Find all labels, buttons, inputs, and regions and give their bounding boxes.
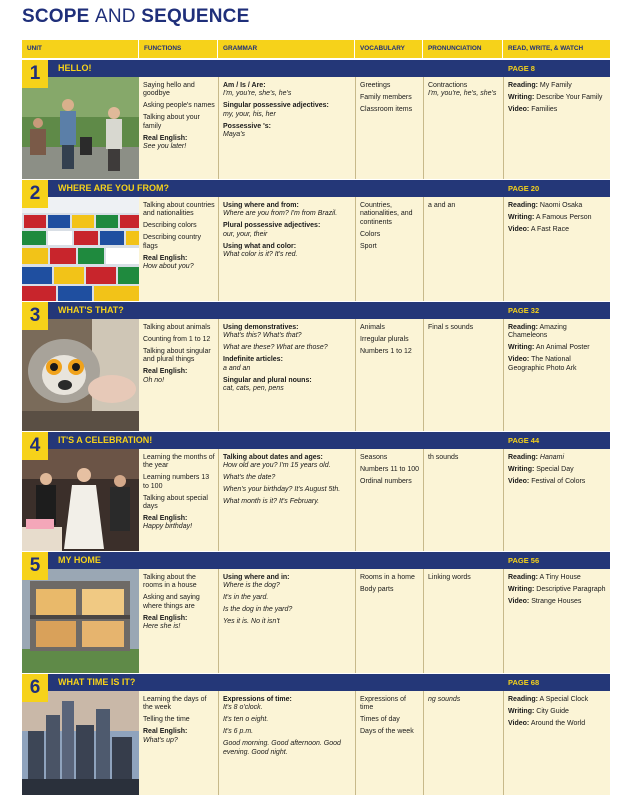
grammar-item xyxy=(223,498,352,506)
rww-item xyxy=(508,708,607,716)
pronunciation-text: th sounds xyxy=(428,454,459,461)
read-write-watch-cell xyxy=(503,449,610,551)
grammar-label: Talking about dates and ages: xyxy=(223,454,323,461)
unit-row-6 xyxy=(22,674,610,795)
vocabulary-cell xyxy=(355,569,423,673)
unit-row-1 xyxy=(22,60,610,179)
vocabulary-item: Numbers 11 to 100 xyxy=(360,465,420,473)
header-pronunciation: PRONUNCIATION xyxy=(423,40,503,58)
real-english-example: Happy birthday! xyxy=(143,523,193,531)
rww-text: My Family xyxy=(539,82,572,89)
grammar-item xyxy=(223,344,352,352)
title-sequence: SEQUENCE xyxy=(141,6,250,27)
real-english-label: Real English: xyxy=(143,134,188,142)
rww-text: Hanami xyxy=(539,454,565,461)
rww-label: Reading: xyxy=(508,324,538,331)
functions-cell xyxy=(139,77,218,179)
pronunciation-item xyxy=(428,82,500,99)
real-english-label: Real English: xyxy=(143,254,188,262)
rww-text: A Fast Race xyxy=(530,225,569,233)
read-write-watch-cell xyxy=(503,319,610,431)
unit-cells xyxy=(139,197,610,301)
real-english-label: Real English: xyxy=(143,368,188,376)
rww-item xyxy=(508,454,607,462)
unit-number: 5 xyxy=(22,552,48,580)
rww-text: Amazing Chameleons xyxy=(508,324,567,340)
vocabulary-item: Countries, nationalities, and continents xyxy=(360,202,413,226)
rww-item xyxy=(508,720,607,728)
grammar-example: Maya's xyxy=(223,131,245,139)
header-vocabulary: VOCABULARY xyxy=(355,40,423,58)
functions-item: Talking about special days xyxy=(143,494,208,511)
real-english-example: See you later! xyxy=(143,142,187,150)
vocabulary-cell xyxy=(355,197,423,301)
grammar-item xyxy=(223,696,352,713)
grammar-label: Expressions of time: xyxy=(223,696,292,703)
real-english xyxy=(143,515,215,532)
grammar-example: a and an xyxy=(223,364,251,372)
real-english xyxy=(143,135,215,152)
unit-row-2 xyxy=(22,180,610,301)
real-english xyxy=(143,728,215,745)
grammar-label: Using demonstratives: xyxy=(223,324,299,331)
functions-cell xyxy=(139,197,218,301)
rww-text: Families xyxy=(531,105,558,113)
grammar-item xyxy=(223,618,352,626)
functions-item: Saying hello and goodbye xyxy=(143,82,195,98)
vocabulary-item: Greetings xyxy=(360,82,391,89)
unit-cells xyxy=(139,449,610,551)
rww-text: An Animal Poster xyxy=(535,344,590,352)
grammar-label: Using where and from: xyxy=(223,202,299,209)
city-skyline-photo xyxy=(22,691,139,795)
rww-label: Video: xyxy=(508,597,530,605)
grammar-item xyxy=(223,102,352,119)
grammar-label: Singular and plural nouns: xyxy=(223,376,312,384)
functions-item: Learning the months of the year xyxy=(143,454,215,470)
real-english-example: How about you? xyxy=(143,262,194,270)
vocabulary-item: Colors xyxy=(360,230,381,238)
vocabulary-item: Expressions of time xyxy=(360,696,406,712)
rww-item xyxy=(508,214,607,222)
unit-title: HELLO! xyxy=(58,63,92,73)
unit-page: PAGE 68 xyxy=(508,678,540,687)
unit-title: WHAT'S THAT? xyxy=(58,305,124,315)
grammar-item xyxy=(223,324,352,341)
grammar-item xyxy=(223,454,352,471)
functions-item: Talking about the rooms in a house xyxy=(143,574,197,590)
grammar-item xyxy=(223,222,352,239)
functions-item: Telling the time xyxy=(143,716,190,724)
functions-item: Describing colors xyxy=(143,222,197,230)
pronunciation-item xyxy=(428,454,500,462)
unit-row-3 xyxy=(22,302,610,431)
grammar-example: Yes it is. No it isn't xyxy=(223,618,280,626)
rww-text: City Guide xyxy=(536,707,569,715)
pronunciation-text: Linking words xyxy=(428,574,471,581)
rww-text: A Famous Person xyxy=(535,213,592,221)
grammar-example: What's the date? xyxy=(223,474,276,482)
grammar-example: Good morning. Good afternoon. Good evening. Good night. xyxy=(223,740,341,756)
people-greeting-photo xyxy=(22,77,139,179)
rww-text: The National Geographic Photo Ark xyxy=(508,356,577,372)
grammar-item xyxy=(223,356,352,373)
grammar-item xyxy=(223,474,352,482)
grammar-label: Using where and in: xyxy=(223,574,290,581)
rww-item xyxy=(508,574,607,582)
pronunciation-item xyxy=(428,324,500,332)
rww-text: Descriptive Paragraph xyxy=(536,585,606,593)
rww-text: Describe Your Family xyxy=(536,93,603,101)
lemur-photo xyxy=(22,319,139,431)
pronunciation-item xyxy=(428,574,500,582)
rww-item xyxy=(508,324,607,341)
grammar-item xyxy=(223,574,352,591)
vocabulary-cell xyxy=(355,77,423,179)
rww-label: Reading: xyxy=(508,202,538,209)
grammar-item xyxy=(223,486,352,494)
grammar-example: It's in the yard. xyxy=(223,594,269,602)
grammar-example: Where are you from? I'm from Brazil. xyxy=(223,210,338,218)
scope-sequence-table xyxy=(22,40,610,795)
real-english-example: Oh no! xyxy=(143,376,165,384)
read-write-watch-cell xyxy=(503,197,610,301)
grammar-item xyxy=(223,606,352,614)
grammar-item xyxy=(223,123,352,140)
grammar-item xyxy=(223,594,352,602)
rww-item xyxy=(508,106,607,114)
rww-label: Writing: xyxy=(508,707,535,715)
unit-cells xyxy=(139,691,610,795)
functions-cell xyxy=(139,449,218,551)
grammar-item xyxy=(223,740,352,757)
grammar-example: It's ten o eight. xyxy=(223,716,269,724)
pronunciation-cell xyxy=(423,691,503,795)
rww-item xyxy=(508,598,607,606)
functions-cell xyxy=(139,319,218,431)
rww-item xyxy=(508,478,607,486)
pronunciation-cell xyxy=(423,77,503,179)
rww-item xyxy=(508,466,607,474)
vocabulary-item: Irregular plurals xyxy=(360,335,409,343)
header-grammar: GRAMMAR xyxy=(218,40,355,58)
pronunciation-item xyxy=(428,696,500,704)
grammar-item xyxy=(223,728,352,736)
real-english xyxy=(143,615,215,632)
vocabulary-item: Rooms in a home xyxy=(360,574,415,581)
pronunciation-text: a and an xyxy=(428,202,456,209)
vocabulary-cell xyxy=(355,449,423,551)
unit-page: PAGE 32 xyxy=(508,306,540,315)
grammar-label: Indefinite articles: xyxy=(223,356,283,364)
unit-title: WHERE ARE YOU FROM? xyxy=(58,183,170,193)
pronunciation-text: Final s sounds xyxy=(428,324,474,331)
unit-row-5 xyxy=(22,552,610,673)
real-english-example: Here she is! xyxy=(143,623,181,631)
vocabulary-item: Body parts xyxy=(360,585,394,593)
pronunciation-example: I'm, you're, he's, she's xyxy=(428,90,497,98)
title-scope: SCOPE xyxy=(22,6,90,27)
rww-text: Naomi Osaka xyxy=(539,202,583,209)
real-english-label: Real English: xyxy=(143,728,188,736)
pronunciation-cell xyxy=(423,197,503,301)
functions-item: Talking about animals xyxy=(143,324,211,331)
real-english-label: Real English: xyxy=(143,514,188,522)
unit-page: PAGE 20 xyxy=(508,184,540,193)
functions-item: Learning numbers 13 to 100 xyxy=(143,474,210,490)
pronunciation-text: ng sounds xyxy=(428,696,461,703)
grammar-item xyxy=(223,82,352,99)
functions-item: Learning the days of the week xyxy=(143,696,207,712)
real-english xyxy=(143,368,215,385)
read-write-watch-cell xyxy=(503,569,610,673)
functions-item: Talking about singular and plural things xyxy=(143,347,211,364)
rww-label: Reading: xyxy=(508,454,538,461)
grammar-example: What's this? What's that? xyxy=(223,332,302,340)
grammar-item xyxy=(223,377,352,394)
header-read-write-watch: READ, WRITE, & WATCH xyxy=(508,45,584,52)
pronunciation-cell xyxy=(423,569,503,673)
functions-item: Asking and saying where things are xyxy=(143,594,200,610)
unit-cells xyxy=(139,319,610,431)
functions-cell xyxy=(139,569,218,673)
grammar-cell xyxy=(218,77,355,179)
unit-cells xyxy=(139,569,610,673)
real-english-example: What's up? xyxy=(143,736,178,744)
vocabulary-item: Numbers 1 to 12 xyxy=(360,347,412,355)
real-english-label: Real English: xyxy=(143,614,188,622)
rww-item xyxy=(508,94,607,102)
grammar-label: Using what and color: xyxy=(223,242,297,250)
rww-label: Writing: xyxy=(508,585,535,593)
grammar-label: Possessive 's: xyxy=(223,122,271,130)
grammar-example: What month is it? It's February. xyxy=(223,498,320,506)
grammar-item xyxy=(223,202,352,219)
pronunciation-cell xyxy=(423,319,503,431)
unit-row-4 xyxy=(22,432,610,551)
pronunciation-cell xyxy=(423,449,503,551)
rww-label: Writing: xyxy=(508,93,535,101)
functions-item: Describing country flags xyxy=(143,234,201,250)
rww-text: A Special Clock xyxy=(539,696,589,703)
rww-label: Video: xyxy=(508,225,530,233)
grammar-item xyxy=(223,243,352,260)
unit-page: PAGE 56 xyxy=(508,556,540,565)
vocabulary-item: Times of day xyxy=(360,716,400,724)
grammar-example: Is the dog in the yard? xyxy=(223,606,293,614)
rww-item xyxy=(508,696,607,704)
rww-label: Video: xyxy=(508,105,530,113)
vocabulary-item: Sport xyxy=(360,242,377,250)
functions-item: Counting from 1 to 12 xyxy=(143,335,211,343)
read-write-watch-cell xyxy=(503,691,610,795)
rww-label: Writing: xyxy=(508,213,535,221)
grammar-example: my, your, his, her xyxy=(223,110,276,118)
rww-item xyxy=(508,202,607,210)
grammar-cell xyxy=(218,569,355,673)
unit-number: 3 xyxy=(22,302,48,330)
grammar-label: Plural possessive adjectives: xyxy=(223,222,321,230)
rww-label: Video: xyxy=(508,719,530,727)
celebration-photo xyxy=(22,449,139,551)
header-functions: FUNCTIONS xyxy=(139,40,218,58)
grammar-cell xyxy=(218,449,355,551)
grammar-example: How old are you? I'm 15 years old. xyxy=(223,462,331,470)
header-unit: UNIT xyxy=(22,40,139,58)
rww-label: Writing: xyxy=(508,344,535,352)
unit-page: PAGE 8 xyxy=(508,64,535,73)
grammar-cell xyxy=(218,319,355,431)
pronunciation-text: Contractions xyxy=(428,82,468,89)
vocabulary-item: Ordinal numbers xyxy=(360,477,412,485)
rww-label: Video: xyxy=(508,356,530,364)
unit-number: 1 xyxy=(22,60,48,88)
rww-item xyxy=(508,82,607,90)
read-write-watch-cell xyxy=(503,77,610,179)
grammar-example: I'm, you're, she's, he's xyxy=(223,90,292,98)
functions-cell xyxy=(139,691,218,795)
rww-label: Reading: xyxy=(508,82,538,89)
pronunciation-item xyxy=(428,202,500,210)
unit-title: MY HOME xyxy=(58,555,101,565)
page-title xyxy=(22,6,249,28)
rww-text: Festival of Colors xyxy=(531,477,586,485)
vocabulary-item: Classroom items xyxy=(360,105,413,113)
vocabulary-cell xyxy=(355,691,423,795)
grammar-example: What are these? What are those? xyxy=(223,344,328,352)
rww-item xyxy=(508,344,607,352)
grammar-example: our, your, their xyxy=(223,230,268,238)
rww-text: Around the World xyxy=(530,719,586,727)
functions-item: Asking people's names xyxy=(143,102,215,110)
unit-number: 4 xyxy=(22,432,48,460)
rww-item xyxy=(508,356,607,373)
rww-item xyxy=(508,226,607,234)
rww-text: A Tiny House xyxy=(539,574,581,581)
functions-item: Talking about countries and nationalities xyxy=(143,202,215,218)
grammar-cell xyxy=(218,691,355,795)
vocabulary-cell xyxy=(355,319,423,431)
grammar-cell xyxy=(218,197,355,301)
unit-number: 2 xyxy=(22,180,48,208)
vocabulary-item: Animals xyxy=(360,324,385,331)
vocabulary-item: Days of the week xyxy=(360,728,414,736)
grammar-example: cat, cats, pen, pens xyxy=(223,384,284,392)
grammar-example: Where is the dog? xyxy=(223,582,280,590)
functions-item: Talking about your family xyxy=(143,114,200,130)
unit-cells xyxy=(139,77,610,179)
grammar-example: It's 6 p.m. xyxy=(223,728,254,736)
house-photo xyxy=(22,569,139,673)
rww-label: Writing: xyxy=(508,465,535,473)
rww-label: Reading: xyxy=(508,574,538,581)
real-english xyxy=(143,255,215,272)
flags-photo xyxy=(22,197,139,301)
grammar-label: Singular possessive adjectives: xyxy=(223,102,329,110)
rww-label: Video: xyxy=(508,477,530,485)
vocabulary-item: Seasons xyxy=(360,454,388,461)
unit-title: IT'S A CELEBRATION! xyxy=(58,435,153,445)
grammar-example: When's your birthday? It's August 5th. xyxy=(223,486,341,494)
rww-label: Reading: xyxy=(508,696,538,703)
title-and: AND xyxy=(95,6,136,27)
rww-text: Special Day xyxy=(536,465,574,473)
grammar-example: What color is it? It's red. xyxy=(223,251,298,259)
grammar-item xyxy=(223,716,352,724)
rww-text: Strange Houses xyxy=(531,597,582,605)
grammar-label: Am / Is / Are: xyxy=(223,82,266,89)
rww-item xyxy=(508,586,607,594)
unit-title: WHAT TIME IS IT? xyxy=(58,677,136,687)
table-header xyxy=(22,40,610,58)
unit-page: PAGE 44 xyxy=(508,436,540,445)
vocabulary-item: Family members xyxy=(360,93,412,101)
unit-number: 6 xyxy=(22,674,48,702)
grammar-example: It's 8 o'clock. xyxy=(223,704,263,712)
